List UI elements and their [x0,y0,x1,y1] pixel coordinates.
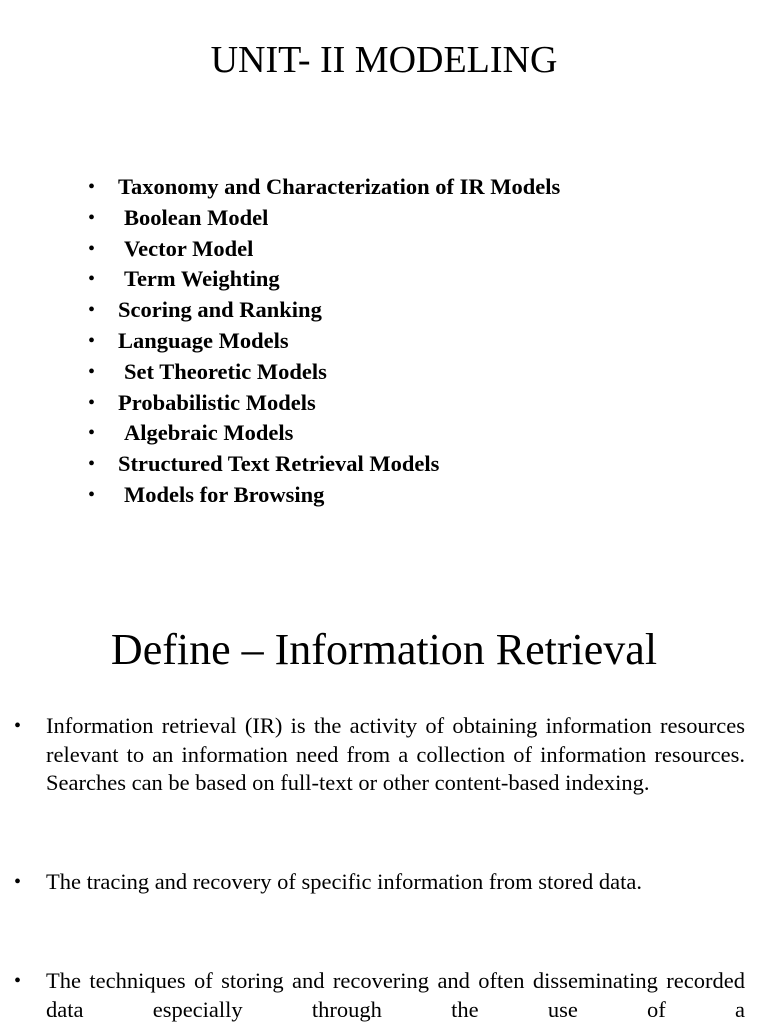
bullet-icon: • [14,970,22,992]
bullet-icon: • [88,299,96,322]
bullet-icon: • [88,237,96,260]
bullet-icon: • [88,360,96,383]
topic-label: Set Theoretic Models [124,358,327,384]
topic-label: Probabilistic Models [118,389,316,415]
definition-text: Information retrieval (IR) is the activity of obtaining information resources relevant to an information need from a collection of information resources. Searches can be based on full-text or other content-based indexing. [46,713,745,795]
bullet-icon: • [88,422,96,445]
definition-text: The tracing and recovery of specific information from stored data. [46,869,643,894]
topic-label: Language Models [118,327,289,353]
bullet-icon: • [14,715,22,737]
bullet-icon: • [88,176,96,198]
bullet-icon: • [88,483,96,506]
bullet-icon: • [88,453,96,476]
bullet-icon: • [88,391,96,414]
topic-label: Taxonomy and Characterization of IR Models [118,174,561,199]
topic-label: Scoring and Ranking [118,297,322,323]
slide-define-ir [0,600,768,1024]
bullet-icon: • [88,206,96,229]
topic-label: Models for Browsing [124,481,325,507]
topic-label: Vector Model [124,235,254,261]
topic-label: Term Weighting [124,266,280,292]
bullet-icon: • [88,329,96,352]
bullet-icon: • [88,268,96,291]
unit-title: UNIT- II MODELING [210,39,558,81]
definition-text: The techniques of storing and recovering and often disseminating recorded data especially through the use of a [46,968,745,1022]
define-title: Define – Information Retrieval [110,625,658,674]
topic-label: Structured Text Retrieval Models [118,451,440,477]
topic-label: Boolean Model [124,204,269,230]
bullet-icon: • [14,871,22,893]
topic-label: Algebraic Models [124,420,294,446]
